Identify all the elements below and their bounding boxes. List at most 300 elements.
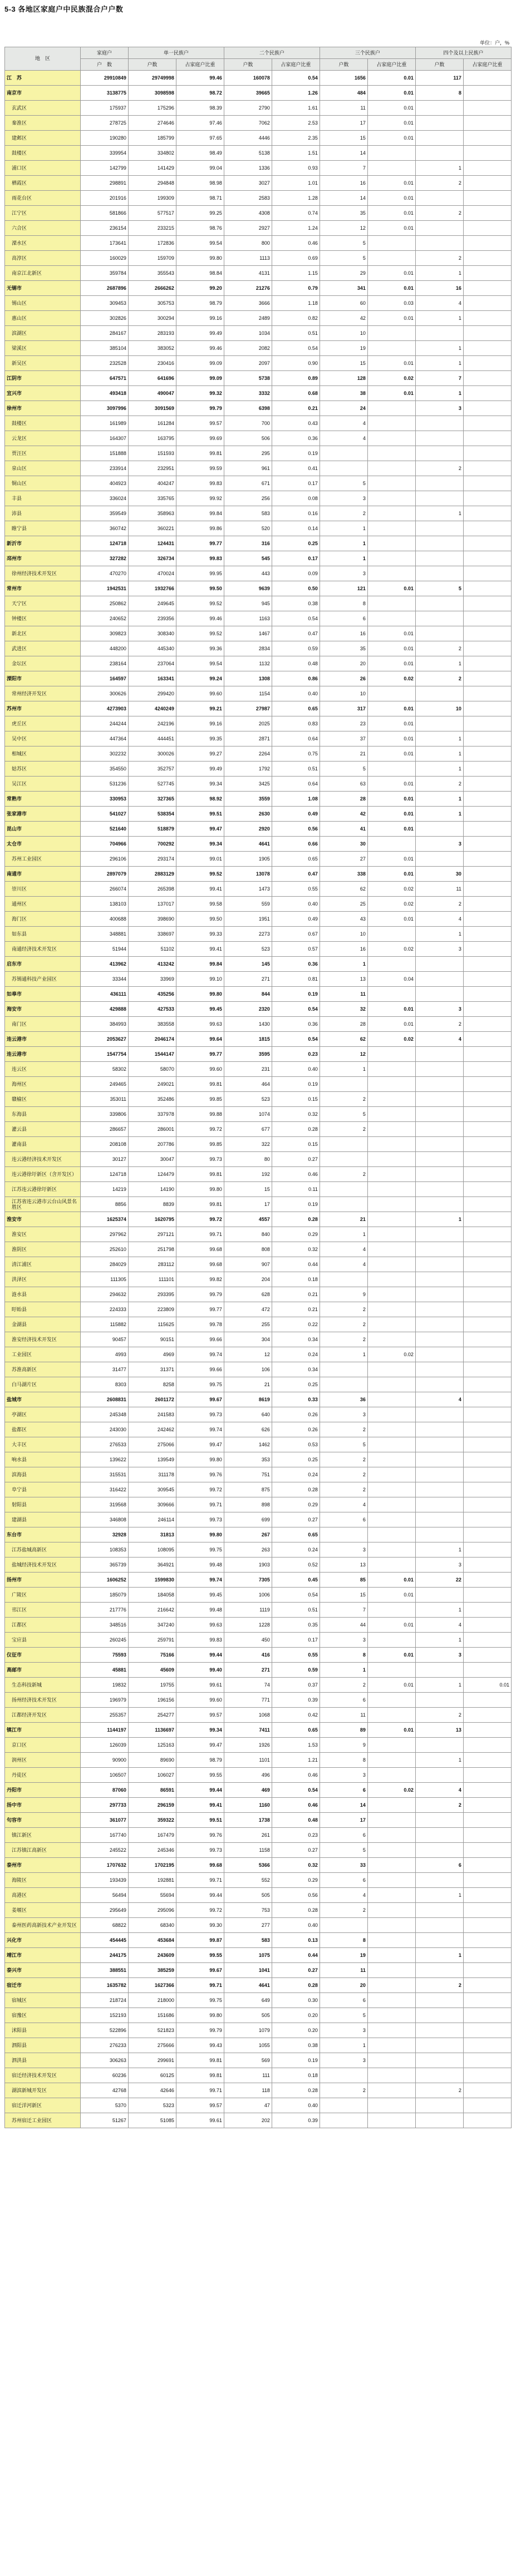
four-share-cell [463, 266, 511, 281]
region-cell: 京口区 [5, 1738, 81, 1753]
two-share-cell: 0.54 [272, 1588, 320, 1603]
four-households-cell [415, 2023, 463, 2038]
single-households-cell: 1932766 [128, 581, 176, 596]
two-households-cell: 261 [224, 1828, 272, 1843]
total-households-cell: 45881 [80, 1663, 128, 1678]
three-households-cell: 13 [320, 1558, 367, 1573]
three-share-cell [367, 2113, 415, 2128]
four-share-cell [463, 131, 511, 146]
total-households-cell: 4993 [80, 1347, 128, 1362]
table-row [5, 401, 512, 416]
three-share-cell [367, 2053, 415, 2068]
single-share-cell: 99.61 [176, 2113, 224, 2128]
four-households-cell [415, 1257, 463, 1272]
two-share-cell: 0.29 [272, 1873, 320, 1888]
region-cell: 阜宁县 [5, 1482, 81, 1497]
three-households-cell: 2 [320, 1467, 367, 1482]
single-households-cell: 293395 [128, 1287, 176, 1302]
three-share-cell: 0.01 [367, 71, 415, 86]
single-households-cell: 300294 [128, 311, 176, 326]
total-households-cell: 339806 [80, 1107, 128, 1122]
two-households-cell: 39665 [224, 86, 272, 101]
two-share-cell: 0.28 [272, 1978, 320, 1993]
single-share-cell: 99.92 [176, 491, 224, 506]
single-share-cell: 99.66 [176, 1362, 224, 1377]
four-share-cell [463, 1873, 511, 1888]
region-cell: 睢宁县 [5, 521, 81, 536]
four-share-cell [463, 972, 511, 987]
single-households-cell: 242462 [128, 1422, 176, 1437]
four-households-cell [415, 1963, 463, 1978]
total-households-cell: 167740 [80, 1828, 128, 1843]
four-households-cell: 2 [415, 206, 463, 221]
three-households-cell: 5 [320, 1437, 367, 1452]
single-households-cell: 139549 [128, 1452, 176, 1467]
four-households-cell: 3 [415, 837, 463, 852]
three-share-cell: 0.02 [367, 897, 415, 912]
table-row [5, 1407, 512, 1422]
table-row [5, 1783, 512, 1798]
total-households-cell: 196979 [80, 1693, 128, 1708]
total-households-cell: 185079 [80, 1588, 128, 1603]
four-households-cell: 4 [415, 1783, 463, 1798]
two-households-cell: 21 [224, 1377, 272, 1392]
total-households-cell: 152193 [80, 2008, 128, 2023]
total-households-cell: 276533 [80, 1437, 128, 1452]
single-share-cell: 99.57 [176, 2098, 224, 2113]
total-households-cell: 8856 [80, 1197, 128, 1212]
two-households-cell: 255 [224, 1317, 272, 1332]
four-share-cell [463, 897, 511, 912]
four-households-cell [415, 191, 463, 206]
three-share-cell: 0.01 [367, 176, 415, 191]
three-share-cell [367, 1828, 415, 1843]
single-households-cell: 2883129 [128, 867, 176, 882]
four-share-cell [463, 236, 511, 251]
region-cell: 湖滨新城开发区 [5, 2083, 81, 2098]
single-share-cell: 99.76 [176, 1828, 224, 1843]
total-households-cell: 60236 [80, 2068, 128, 2083]
table-row [5, 2068, 512, 2083]
three-share-cell: 0.01 [367, 266, 415, 281]
total-households-cell: 218724 [80, 1993, 128, 2008]
single-share-cell: 99.60 [176, 1062, 224, 1077]
two-share-cell: 0.46 [272, 236, 320, 251]
two-households-cell: 295 [224, 446, 272, 461]
region-cell: 鼓楼区 [5, 146, 81, 161]
three-households-cell: 3 [320, 1407, 367, 1422]
four-share-cell [463, 1047, 511, 1062]
four-share-cell [463, 1062, 511, 1077]
three-share-cell [367, 1302, 415, 1317]
single-share-cell: 99.81 [176, 2068, 224, 2083]
two-households-cell: 1006 [224, 1588, 272, 1603]
table-row [5, 897, 512, 912]
table-row [5, 1843, 512, 1858]
single-households-cell: 355543 [128, 266, 176, 281]
four-households-cell [415, 1437, 463, 1452]
region-cell: 宿迁洋河新区 [5, 2098, 81, 2113]
four-households-cell [415, 146, 463, 161]
three-share-cell [367, 566, 415, 581]
four-share-cell [463, 1858, 511, 1873]
four-share-cell [463, 221, 511, 236]
three-share-cell: 0.01 [367, 86, 415, 101]
region-cell: 江都经济开发区 [5, 1708, 81, 1723]
four-share-cell [463, 701, 511, 716]
three-share-cell: 0.01 [367, 701, 415, 716]
single-share-cell: 99.59 [176, 461, 224, 476]
region-cell: 江阴市 [5, 371, 81, 386]
two-households-cell: 204 [224, 1272, 272, 1287]
single-share-cell: 99.45 [176, 1002, 224, 1017]
table-row [5, 1738, 512, 1753]
three-share-cell [367, 1212, 415, 1227]
three-households-cell: 89 [320, 1723, 367, 1738]
two-share-cell: 0.18 [272, 1272, 320, 1287]
single-share-cell: 99.71 [176, 1978, 224, 1993]
two-households-cell: 945 [224, 596, 272, 611]
three-households-cell: 42 [320, 807, 367, 822]
three-share-cell: 0.01 [367, 1573, 415, 1588]
two-households-cell: 523 [224, 1092, 272, 1107]
four-households-cell [415, 1813, 463, 1828]
single-households-cell: 3098598 [128, 86, 176, 101]
four-households-cell [415, 1362, 463, 1377]
two-share-cell: 0.27 [272, 1963, 320, 1978]
four-share-cell [463, 1648, 511, 1663]
single-share-cell: 99.47 [176, 822, 224, 837]
two-share-cell: 0.79 [272, 281, 320, 296]
header-two: 二个民族户 [224, 47, 320, 59]
three-share-cell [367, 1978, 415, 1993]
three-share-cell: 0.01 [367, 777, 415, 792]
single-share-cell: 99.50 [176, 581, 224, 596]
single-households-cell: 275666 [128, 2038, 176, 2053]
three-share-cell: 0.01 [367, 626, 415, 641]
three-households-cell: 5 [320, 762, 367, 777]
table-row [5, 1573, 512, 1588]
single-households-cell: 1620795 [128, 1212, 176, 1227]
single-households-cell: 1136697 [128, 1723, 176, 1738]
three-share-cell [367, 1527, 415, 1542]
region-cell: 太仓市 [5, 837, 81, 852]
region-cell: 常州经济开发区 [5, 686, 81, 701]
four-share-cell [463, 86, 511, 101]
single-households-cell: 254277 [128, 1708, 176, 1723]
single-share-cell: 99.44 [176, 1888, 224, 1903]
four-households-cell [415, 1197, 463, 1212]
three-share-cell [367, 2068, 415, 2083]
two-households-cell: 626 [224, 1422, 272, 1437]
single-share-cell: 99.50 [176, 912, 224, 927]
three-households-cell: 60 [320, 296, 367, 311]
four-households-cell: 1 [415, 1948, 463, 1963]
table-row [5, 701, 512, 716]
region-cell: 淮阴区 [5, 1242, 81, 1257]
four-share-cell [463, 2113, 511, 2128]
total-households-cell: 30127 [80, 1152, 128, 1167]
four-households-cell [415, 1482, 463, 1497]
four-share-cell [463, 1347, 511, 1362]
two-households-cell: 4557 [224, 1212, 272, 1227]
header-total-households: 户 数 [80, 59, 128, 71]
four-households-cell [415, 1062, 463, 1077]
four-share-cell [463, 1813, 511, 1828]
table-row [5, 1287, 512, 1302]
table-row [5, 1152, 512, 1167]
two-share-cell: 0.49 [272, 912, 320, 927]
two-households-cell: 875 [224, 1482, 272, 1497]
single-share-cell: 99.80 [176, 987, 224, 1002]
four-households-cell [415, 1377, 463, 1392]
three-share-cell [367, 1242, 415, 1257]
total-households-cell: 5370 [80, 2098, 128, 2113]
two-households-cell: 1160 [224, 1798, 272, 1813]
table-row [5, 461, 512, 476]
two-households-cell: 1055 [224, 2038, 272, 2053]
two-households-cell: 4131 [224, 266, 272, 281]
two-households-cell: 545 [224, 551, 272, 566]
single-households-cell: 1544147 [128, 1047, 176, 1062]
region-cell: 江苏盐城高新区 [5, 1542, 81, 1558]
table-row [5, 476, 512, 491]
two-share-cell: 2.35 [272, 131, 320, 146]
single-share-cell: 99.41 [176, 1798, 224, 1813]
four-share-cell [463, 1002, 511, 1017]
four-households-cell: 2 [415, 251, 463, 266]
single-share-cell: 99.55 [176, 1948, 224, 1963]
three-share-cell [367, 1317, 415, 1332]
four-share-cell [463, 386, 511, 401]
two-share-cell: 1.28 [272, 191, 320, 206]
table-row [5, 1122, 512, 1137]
region-cell: 梁溪区 [5, 341, 81, 356]
three-share-cell: 0.01 [367, 386, 415, 401]
four-share-cell [463, 1407, 511, 1422]
four-share-cell [463, 1242, 511, 1257]
single-households-cell: 275066 [128, 1437, 176, 1452]
total-households-cell: 208108 [80, 1137, 128, 1152]
two-households-cell: 1154 [224, 686, 272, 701]
two-share-cell: 0.32 [272, 1107, 320, 1122]
three-households-cell: 14 [320, 1798, 367, 1813]
single-share-cell: 99.73 [176, 1512, 224, 1527]
two-share-cell: 0.22 [272, 1317, 320, 1332]
two-households-cell: 353 [224, 1452, 272, 1467]
single-share-cell: 99.41 [176, 882, 224, 897]
table-row [5, 1137, 512, 1152]
region-cell: 新沂市 [5, 536, 81, 551]
region-cell: 宿迁经济技术开发区 [5, 2068, 81, 2083]
single-share-cell: 99.34 [176, 837, 224, 852]
total-households-cell: 1707632 [80, 1858, 128, 1873]
region-cell: 泉山区 [5, 461, 81, 476]
single-share-cell: 99.25 [176, 206, 224, 221]
region-cell: 白马湖片区 [5, 1377, 81, 1392]
region-cell: 吴中区 [5, 731, 81, 746]
four-share-cell [463, 1017, 511, 1032]
three-share-cell [367, 1437, 415, 1452]
table-row [5, 296, 512, 311]
region-cell: 工业园区 [5, 1347, 81, 1362]
three-share-cell [367, 461, 415, 476]
single-households-cell: 3091569 [128, 401, 176, 416]
total-households-cell: 302232 [80, 746, 128, 762]
table-row [5, 626, 512, 641]
three-share-cell: 0.01 [367, 1017, 415, 1032]
single-share-cell: 99.77 [176, 1302, 224, 1317]
table-row [5, 837, 512, 852]
total-households-cell: 286657 [80, 1122, 128, 1137]
total-households-cell: 68822 [80, 1918, 128, 1933]
table-row [5, 581, 512, 596]
two-share-cell: 0.27 [272, 1152, 320, 1167]
single-share-cell: 99.60 [176, 686, 224, 701]
three-households-cell: 6 [320, 1512, 367, 1527]
single-share-cell: 99.72 [176, 1903, 224, 1918]
total-households-cell: 249465 [80, 1077, 128, 1092]
three-households-cell: 2 [320, 2083, 367, 2098]
four-share-cell [463, 867, 511, 882]
single-share-cell: 99.48 [176, 1603, 224, 1618]
two-households-cell: 505 [224, 1888, 272, 1903]
three-households-cell: 1 [320, 957, 367, 972]
two-households-cell: 74 [224, 1678, 272, 1693]
region-cell: 海安市 [5, 1002, 81, 1017]
four-households-cell [415, 476, 463, 491]
two-households-cell: 267 [224, 1527, 272, 1542]
two-share-cell: 0.40 [272, 897, 320, 912]
three-share-cell [367, 341, 415, 356]
two-share-cell: 1.21 [272, 1753, 320, 1768]
four-households-cell [415, 551, 463, 566]
three-share-cell [367, 1467, 415, 1482]
four-households-cell [415, 1527, 463, 1542]
three-share-cell: 0.02 [367, 1783, 415, 1798]
three-households-cell: 1 [320, 536, 367, 551]
table-row [5, 236, 512, 251]
three-share-cell: 0.01 [367, 822, 415, 837]
single-households-cell: 111101 [128, 1272, 176, 1287]
four-share-cell [463, 1077, 511, 1092]
three-share-cell [367, 2098, 415, 2113]
four-households-cell: 11 [415, 882, 463, 897]
four-households-cell: 4 [415, 912, 463, 927]
three-share-cell [367, 1452, 415, 1467]
total-households-cell: 300626 [80, 686, 128, 701]
two-households-cell: 1079 [224, 2023, 272, 2038]
single-households-cell: 125163 [128, 1738, 176, 1753]
three-share-cell [367, 1993, 415, 2008]
header-share: 占家庭户比重 [367, 59, 415, 71]
table-row [5, 641, 512, 656]
four-share-cell [463, 1452, 511, 1467]
two-households-cell: 111 [224, 2068, 272, 2083]
single-share-cell: 99.68 [176, 1242, 224, 1257]
single-share-cell: 99.44 [176, 1783, 224, 1798]
three-share-cell [367, 596, 415, 611]
region-cell: 丰县 [5, 491, 81, 506]
single-households-cell: 4240249 [128, 701, 176, 716]
single-households-cell: 184058 [128, 1588, 176, 1603]
four-share-cell [463, 1512, 511, 1527]
table-header [5, 47, 512, 71]
region-cell: 响水县 [5, 1452, 81, 1467]
two-households-cell: 649 [224, 1993, 272, 2008]
two-households-cell: 3027 [224, 176, 272, 191]
single-share-cell: 99.43 [176, 2038, 224, 2053]
single-share-cell: 99.84 [176, 506, 224, 521]
table-row [5, 146, 512, 161]
two-share-cell: 0.13 [272, 1933, 320, 1948]
two-share-cell: 0.28 [272, 1122, 320, 1137]
three-households-cell: 1 [320, 1347, 367, 1362]
four-households-cell [415, 1828, 463, 1843]
region-cell: 常州市 [5, 581, 81, 596]
total-households-cell: 447364 [80, 731, 128, 746]
single-share-cell: 99.80 [176, 1182, 224, 1197]
single-households-cell: 309666 [128, 1497, 176, 1512]
single-households-cell: 364921 [128, 1558, 176, 1573]
two-share-cell: 0.51 [272, 762, 320, 777]
four-share-cell [463, 1107, 511, 1122]
table-row [5, 1077, 512, 1092]
total-households-cell: 1625374 [80, 1212, 128, 1227]
region-cell: 南通经济技术开发区 [5, 942, 81, 957]
single-share-cell: 99.85 [176, 1092, 224, 1107]
total-households-cell: 160029 [80, 251, 128, 266]
region-cell: 宿城区 [5, 1993, 81, 2008]
total-households-cell: 201916 [80, 191, 128, 206]
table-row [5, 1047, 512, 1062]
single-households-cell: 175296 [128, 101, 176, 116]
four-households-cell: 2 [415, 897, 463, 912]
table-row [5, 311, 512, 326]
three-households-cell: 9 [320, 1287, 367, 1302]
two-households-cell: 1926 [224, 1738, 272, 1753]
single-share-cell: 99.24 [176, 671, 224, 686]
four-share-cell [463, 1603, 511, 1618]
three-share-cell [367, 1843, 415, 1858]
region-cell: 苏州宿迁工业园区 [5, 2113, 81, 2128]
single-share-cell: 99.72 [176, 1212, 224, 1227]
four-share-cell [463, 71, 511, 86]
table-row [5, 431, 512, 446]
two-share-cell: 0.90 [272, 356, 320, 371]
total-households-cell: 353011 [80, 1092, 128, 1107]
three-households-cell: 4 [320, 1257, 367, 1272]
total-households-cell: 493418 [80, 386, 128, 401]
single-share-cell: 98.98 [176, 176, 224, 191]
four-share-cell [463, 1467, 511, 1482]
total-households-cell: 284029 [80, 1257, 128, 1272]
single-households-cell: 172836 [128, 236, 176, 251]
total-households-cell: 3138775 [80, 86, 128, 101]
three-share-cell [367, 1377, 415, 1392]
two-share-cell: 0.27 [272, 1843, 320, 1858]
total-households-cell: 175937 [80, 101, 128, 116]
single-share-cell: 99.27 [176, 746, 224, 762]
four-share-cell [463, 1122, 511, 1137]
two-share-cell: 0.65 [272, 1527, 320, 1542]
four-share-cell [463, 1227, 511, 1242]
three-households-cell: 28 [320, 1017, 367, 1032]
four-share-cell [463, 1212, 511, 1227]
table-row [5, 2053, 512, 2068]
four-households-cell: 1 [415, 161, 463, 176]
single-share-cell: 99.73 [176, 1407, 224, 1422]
